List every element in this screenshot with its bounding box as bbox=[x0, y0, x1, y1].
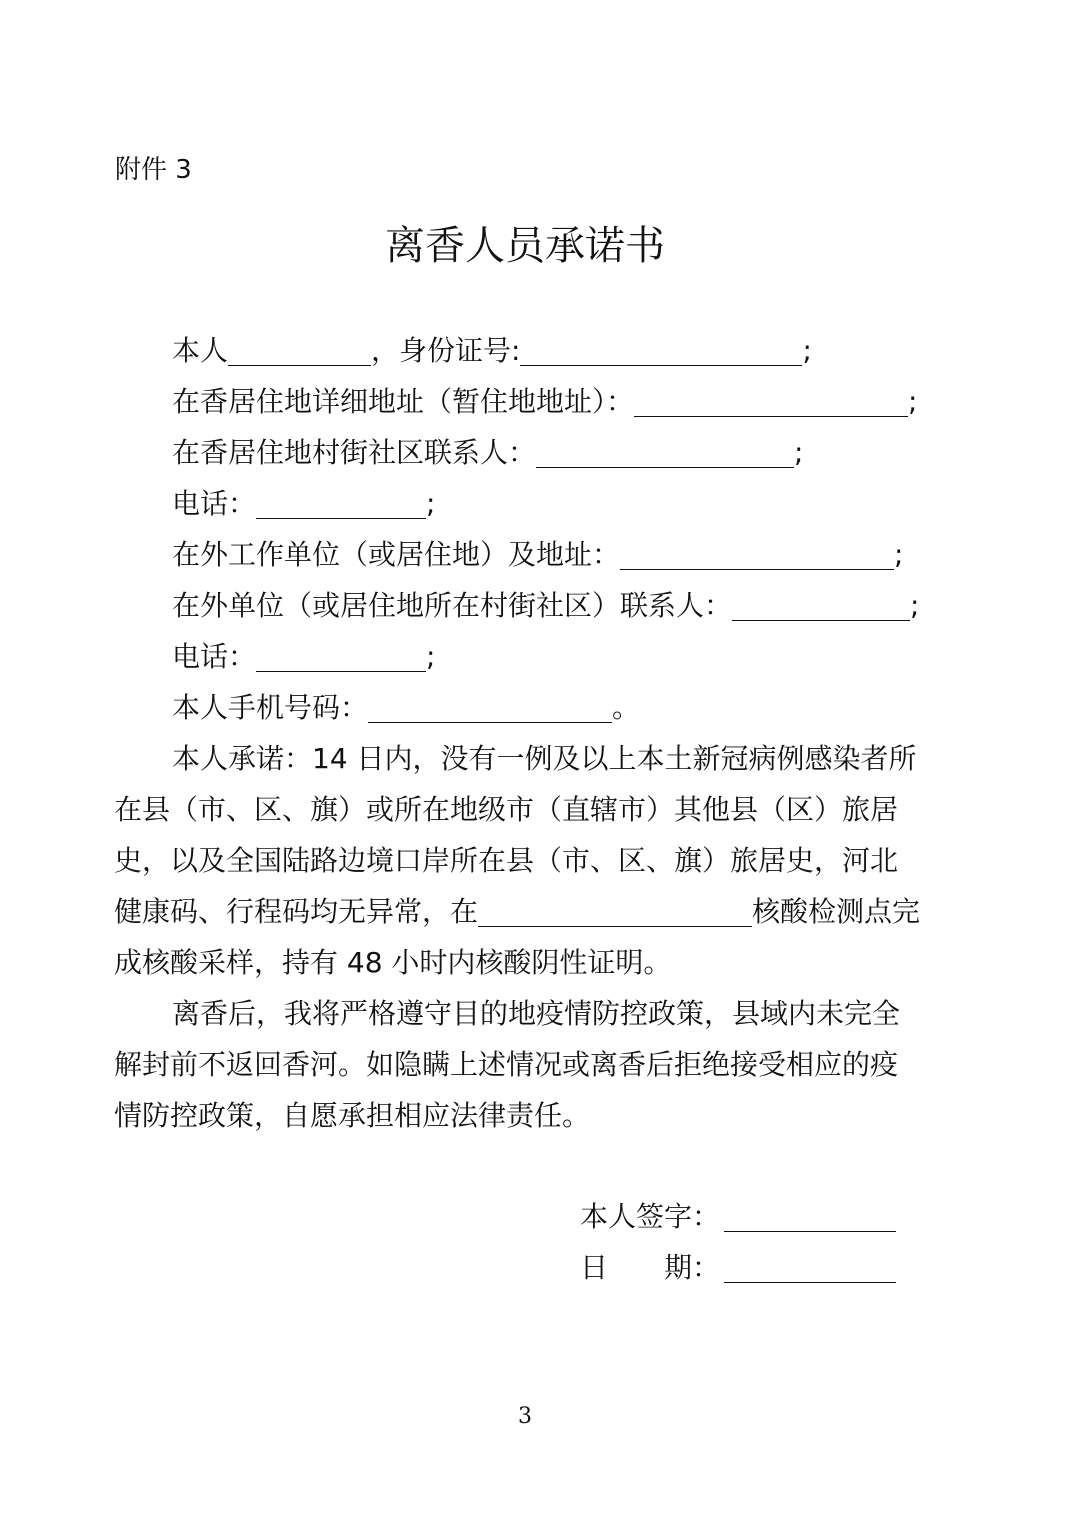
form-line-local-phone bbox=[172, 484, 435, 524]
form-line-outside-phone bbox=[172, 637, 435, 677]
test-site-blank[interactable] bbox=[478, 900, 752, 927]
name-blank[interactable] bbox=[228, 339, 371, 366]
outside-phone-label: 电话： bbox=[172, 640, 257, 673]
pledge-text: 在县（市、区、旗）或所在地级市（直辖市）其他县（区）旅居 bbox=[114, 793, 899, 826]
pledge-text-with-blank bbox=[114, 892, 920, 932]
signature-line bbox=[580, 1197, 896, 1237]
pledge-text: 本人承诺：14 日内，没有一例及以上本土新冠病例感染者所 bbox=[172, 742, 917, 775]
outside-unit-label: 在外工作单位（或居住地）及地址： bbox=[172, 538, 621, 571]
pledge-text: 解封前不返回香河。如隐瞒上述情况或离香后拒绝接受相应的疫 bbox=[114, 1048, 899, 1081]
pledge-text: 离香后，我将严格遵守目的地疫情防控政策，县域内未完全 bbox=[172, 997, 901, 1030]
form-line-local-contact bbox=[172, 433, 803, 473]
line-end-mark: ; bbox=[426, 487, 436, 520]
date-label-second: 期： bbox=[664, 1251, 721, 1284]
form-line-outside-unit bbox=[172, 535, 903, 575]
form-line-local-address bbox=[172, 382, 917, 422]
form-line-mobile bbox=[172, 688, 640, 728]
local-address-label: 在香居住地详细地址（暂住地地址）： bbox=[172, 385, 635, 418]
pledge-text: 健康码、行程码均无异常，在 bbox=[114, 895, 479, 928]
line-end-mark: ; bbox=[426, 640, 436, 673]
pledge-text: 情防控政策，自愿承担相应法律责任。 bbox=[114, 1099, 591, 1132]
date-line bbox=[580, 1248, 896, 1288]
line-end-mark: ; bbox=[908, 385, 918, 418]
outside-contact-blank[interactable] bbox=[732, 594, 910, 621]
page-number: 3 bbox=[518, 1404, 532, 1429]
line-end-mark: ; bbox=[802, 334, 812, 367]
line-end-mark: ; bbox=[910, 589, 920, 622]
line-end-mark: 。 bbox=[612, 691, 641, 724]
local-phone-blank[interactable] bbox=[256, 492, 426, 519]
local-address-blank[interactable] bbox=[634, 390, 908, 417]
id-number-blank[interactable] bbox=[520, 339, 802, 366]
local-contact-blank[interactable] bbox=[536, 441, 794, 468]
local-phone-label: 电话： bbox=[172, 487, 257, 520]
outside-unit-blank[interactable] bbox=[620, 543, 894, 570]
attachment-label: 附件 3 bbox=[115, 155, 192, 185]
line-end-mark: ; bbox=[894, 538, 904, 571]
pledge-text: 史，以及全国陆路边境口岸所在县（市、区、旗）旅居史，河北 bbox=[114, 844, 899, 877]
local-contact-label: 在香居住地村街社区联系人： bbox=[172, 436, 537, 469]
signature-blank[interactable] bbox=[724, 1205, 896, 1232]
outside-phone-blank[interactable] bbox=[256, 645, 426, 672]
pledge-text: 核酸检测点完 bbox=[752, 895, 921, 928]
form-line-outside-contact bbox=[172, 586, 919, 626]
mobile-label: 本人手机号码： bbox=[172, 691, 369, 724]
pledge-text: 成核酸采样，持有 48 小时内核酸阴性证明。 bbox=[114, 946, 672, 979]
line-end-mark: ; bbox=[794, 436, 804, 469]
document-title: 离香人员承诺书 bbox=[385, 223, 665, 269]
mobile-blank[interactable] bbox=[368, 696, 612, 723]
date-blank[interactable] bbox=[724, 1256, 896, 1283]
signature-label: 本人签字： bbox=[580, 1200, 721, 1233]
id-label: ，身份证号: bbox=[371, 334, 521, 367]
form-line-name-id bbox=[172, 331, 812, 371]
date-label-first: 日 bbox=[580, 1251, 609, 1284]
name-label: 本人 bbox=[172, 334, 229, 367]
outside-contact-label: 在外单位（或居住地所在村街社区）联系人： bbox=[172, 589, 733, 622]
